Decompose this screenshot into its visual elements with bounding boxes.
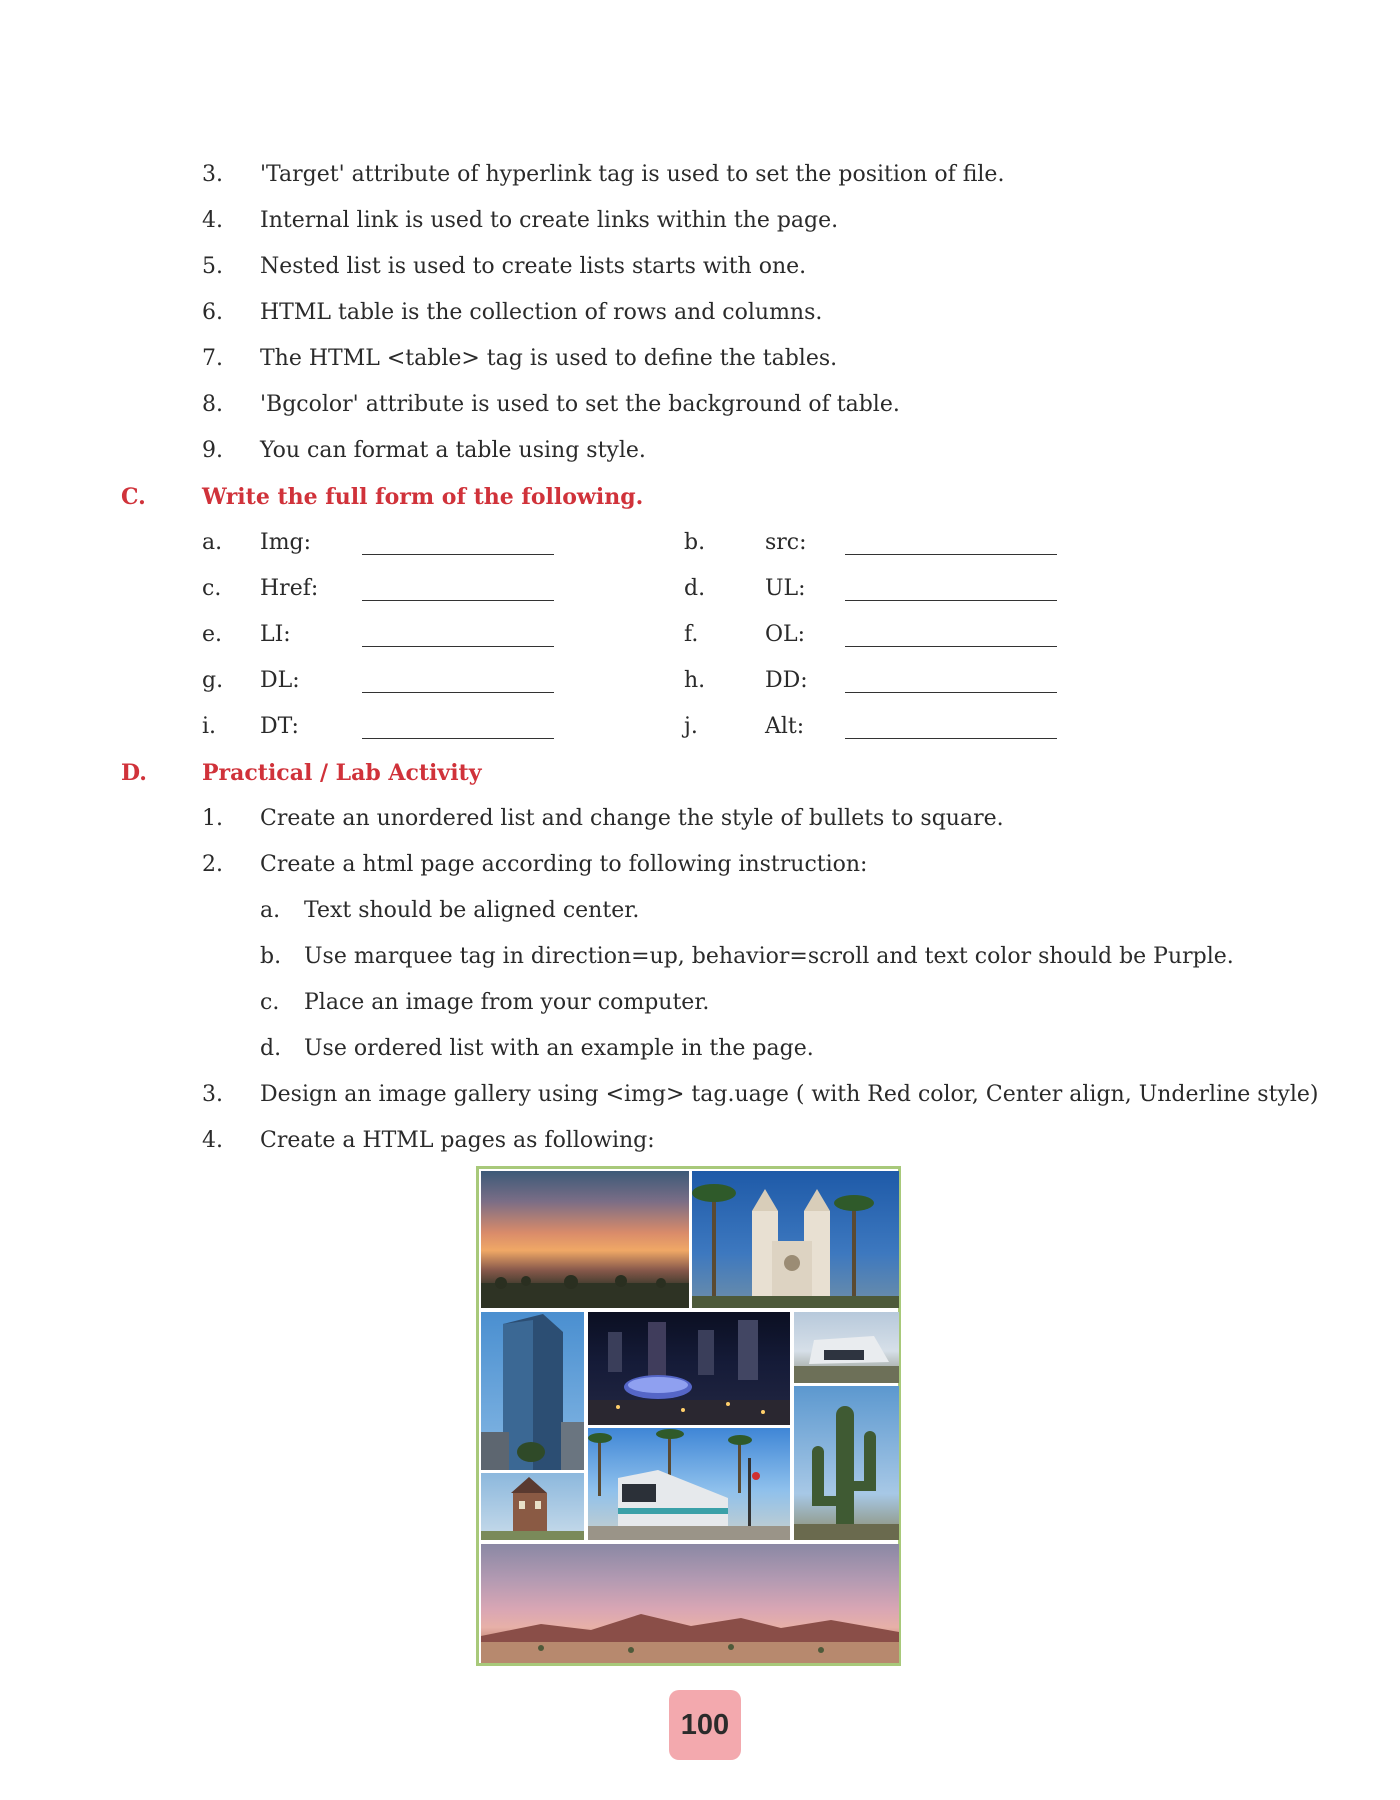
cactus-drawing: [794, 1386, 899, 1540]
cathedral-drawing: [692, 1171, 899, 1308]
city-lights: [588, 1312, 790, 1425]
answer-blank[interactable]: [362, 554, 554, 555]
train-drawing: [588, 1428, 790, 1540]
house-drawing: [481, 1473, 584, 1540]
answer-blank[interactable]: [362, 692, 554, 693]
tower-drawing: [481, 1312, 584, 1470]
saguaro-photo: [794, 1386, 899, 1540]
answer-blank[interactable]: [845, 554, 1057, 555]
answer-blank[interactable]: [845, 600, 1057, 601]
page-number: 100: [669, 1690, 741, 1760]
glass-tower-photo: [481, 1312, 584, 1470]
building-drawing: [794, 1312, 899, 1383]
palm-silhouettes: [481, 1171, 689, 1308]
answer-blank[interactable]: [362, 646, 554, 647]
desert-mountains-photo: [481, 1544, 899, 1663]
sunset-photo: [481, 1171, 689, 1308]
cathedral-photo: [692, 1171, 899, 1308]
answer-blank[interactable]: [845, 646, 1057, 647]
modern-building-photo: [794, 1312, 899, 1383]
answer-blank[interactable]: [845, 692, 1057, 693]
night-city-photo: [588, 1312, 790, 1425]
answer-blank[interactable]: [845, 738, 1057, 739]
victorian-house-photo: [481, 1473, 584, 1540]
light-rail-photo: [588, 1428, 790, 1540]
mountain-drawing: [481, 1544, 899, 1663]
image-gallery: [476, 1166, 901, 1666]
answer-blank[interactable]: [362, 738, 554, 739]
answer-blank[interactable]: [362, 600, 554, 601]
